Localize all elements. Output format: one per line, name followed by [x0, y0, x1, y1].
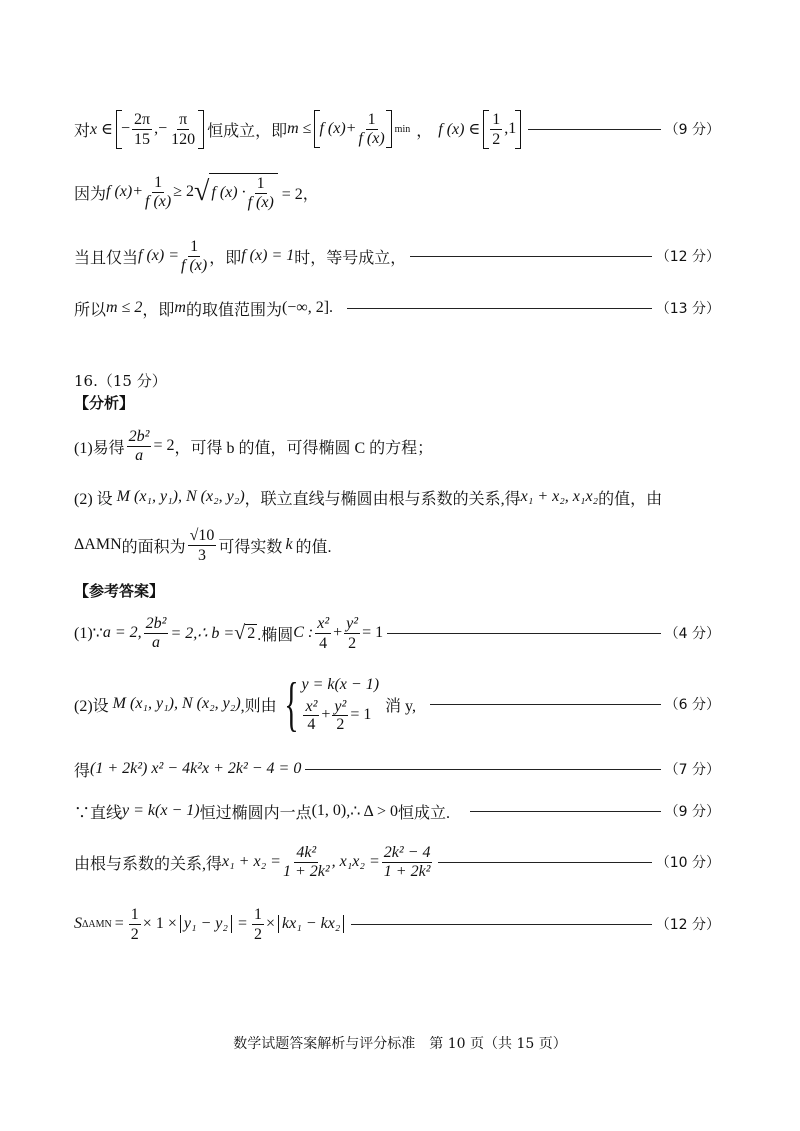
- line-inequality: [74, 168, 720, 216]
- analysis-heading: 【分析】: [74, 394, 135, 412]
- numerator: 1: [256, 174, 265, 192]
- math: = 2: [153, 437, 175, 454]
- text: 由根与系数的关系,得: [74, 855, 223, 873]
- denominator: 2: [254, 925, 262, 943]
- sqrt: [194, 173, 278, 212]
- math: = 1: [350, 706, 372, 723]
- score-label: （9 分）: [664, 122, 720, 138]
- numerator: y²: [346, 614, 359, 632]
- math: (1 + 2k²) x² − 4k²x + 2k² − 4 = 0: [90, 760, 302, 777]
- subscript: ΔAMN: [82, 918, 112, 930]
- fraction: [382, 843, 433, 881]
- absolute-value: y₁ − y₂: [180, 915, 232, 933]
- line-equality: [74, 234, 720, 278]
- equation: [301, 698, 379, 733]
- fraction: [129, 905, 141, 944]
- denominator: 2: [492, 130, 501, 148]
- math: f (x) ∈: [438, 121, 481, 138]
- math: =: [114, 915, 124, 932]
- math: f (x) =: [138, 247, 180, 264]
- analysis-line-1: [74, 424, 720, 468]
- denominator: f (x): [145, 193, 172, 210]
- numerator: √10: [189, 526, 215, 544]
- dash-line: [347, 308, 652, 309]
- text: ，联立直线与椭圆由根与系数的关系,得: [244, 490, 521, 508]
- text: ，即: [142, 301, 175, 319]
- numerator: 2π: [134, 110, 151, 128]
- fraction: [248, 174, 274, 212]
- math: m ≤ 2: [106, 299, 143, 316]
- denominator: 120: [171, 130, 196, 148]
- fraction: [315, 614, 331, 653]
- numerator: 2k² − 4: [383, 844, 431, 861]
- math: m ≤: [287, 120, 312, 137]
- numerator: 2b²: [145, 615, 167, 632]
- math: C :: [293, 624, 314, 641]
- text: ，可得 b 的值，可得椭圆 C 的方程；: [174, 439, 434, 457]
- denominator: 2: [130, 925, 139, 943]
- denominator: a: [135, 447, 144, 464]
- fraction: [127, 427, 152, 465]
- math: ,∴ Δ > 0: [346, 803, 398, 820]
- numerator: 2b²: [128, 428, 150, 445]
- score-label: （13 分）: [655, 301, 720, 317]
- text: 因为: [74, 185, 107, 203]
- answer-line-4: [74, 796, 720, 826]
- fraction: [303, 698, 319, 733]
- text: 的值，由: [598, 490, 663, 508]
- text: 可得实数: [218, 538, 283, 556]
- math: f (x)+: [319, 120, 357, 137]
- dash-line: [528, 129, 660, 130]
- analysis-line-3: [74, 522, 720, 568]
- math: ×: [266, 915, 276, 932]
- math: f (x) = 1: [241, 247, 295, 264]
- math: a = 2,: [102, 624, 142, 641]
- denominator: a: [152, 634, 161, 651]
- dash-line: [387, 633, 661, 634]
- math: ΔAMN: [74, 536, 122, 553]
- math: (1, 0): [311, 802, 347, 819]
- text: 当且仅当: [74, 249, 139, 267]
- question-title: 16.（15 分）: [74, 372, 167, 390]
- denominator: 1 + 2k²: [282, 863, 330, 880]
- fraction: [344, 614, 360, 653]
- radicand: [209, 173, 277, 212]
- numerator: 1: [190, 238, 199, 255]
- fraction: [490, 110, 502, 149]
- answer-line-2: [74, 666, 720, 742]
- radicand: 2: [247, 624, 256, 642]
- math: × 1 ×: [142, 915, 177, 932]
- text: 的值.: [295, 538, 332, 556]
- math: ,−: [154, 120, 168, 137]
- radical-sign: √: [234, 622, 246, 644]
- analysis-line-2: [74, 482, 720, 512]
- denominator: 1 + 2k²: [383, 863, 431, 880]
- fraction: [283, 843, 330, 881]
- text: .: [329, 299, 334, 316]
- math: +: [321, 706, 331, 723]
- math: (−∞, 2]: [281, 299, 330, 316]
- text: (2)设: [74, 697, 109, 715]
- numerator: 1: [254, 905, 262, 923]
- numerator: x²: [317, 614, 330, 632]
- math: y = k(x − 1): [122, 802, 200, 819]
- answer-line-5: [74, 838, 720, 886]
- math: k: [285, 536, 293, 553]
- dash-line: [438, 862, 651, 863]
- equation-system: [277, 671, 380, 737]
- numerator: 1: [154, 174, 163, 191]
- math: = 2，: [281, 185, 319, 203]
- numerator: y²: [334, 697, 347, 715]
- math: +: [333, 624, 343, 641]
- text: ，: [416, 122, 433, 140]
- math: ≥ 2: [173, 183, 194, 200]
- answer-line-3: [74, 754, 720, 784]
- text: ，即: [209, 249, 242, 267]
- answer-line-1: [74, 610, 720, 656]
- fraction: [169, 110, 197, 149]
- min-bracket: [314, 110, 391, 148]
- math: S: [74, 915, 82, 932]
- absolute-value: kx₁ − kx₂: [278, 915, 344, 933]
- math: = 1: [362, 624, 384, 641]
- dash-line: [351, 924, 651, 925]
- line-range: [74, 293, 720, 323]
- numerator: 1: [492, 110, 501, 128]
- numerator: π: [179, 110, 188, 128]
- text: 所以: [74, 301, 107, 319]
- page-footer: 数学试题答案解析与评分标准 第 10 页（共 15 页）: [233, 1036, 567, 1052]
- fraction: [145, 173, 171, 211]
- denominator: f (x): [181, 257, 208, 274]
- numerator: 1: [367, 111, 376, 128]
- answer-line-6: [74, 900, 720, 948]
- math: , x₁x₂ =: [331, 853, 380, 870]
- text: 时，等号成立，: [294, 249, 407, 267]
- text: ∵直线: [74, 804, 123, 822]
- numerator: 4k²: [296, 844, 317, 861]
- fraction: [252, 905, 264, 944]
- math: x₁ + x₂ =: [222, 853, 281, 870]
- math: ,1: [504, 120, 517, 137]
- math: = 2,∴ b =: [170, 625, 235, 642]
- fraction: [358, 110, 384, 148]
- fraction: [144, 614, 169, 652]
- math: m: [174, 299, 186, 316]
- fraction: [188, 526, 217, 565]
- math: x ∈: [90, 121, 113, 138]
- radical-sign: √: [194, 176, 210, 207]
- numerator: 1: [130, 905, 139, 923]
- math: f (x) ·: [211, 183, 246, 201]
- text: .椭圆: [257, 626, 294, 644]
- left-brace: {: [283, 671, 299, 737]
- line-condition: [74, 106, 720, 152]
- text: 的面积为: [121, 538, 186, 556]
- sqrt: [234, 623, 257, 643]
- denominator: f (x): [358, 130, 385, 147]
- denominator: 2: [348, 634, 357, 652]
- range-bracket: [483, 110, 521, 149]
- score-label: （9 分）: [664, 804, 720, 820]
- dash-line: [430, 704, 661, 705]
- math: −: [120, 120, 130, 137]
- denominator: f (x): [247, 193, 274, 211]
- equation: y = k(x − 1): [301, 675, 380, 693]
- math: M (x₁, y₁), N (x₂, y₂): [112, 695, 241, 712]
- interval-bracket: [116, 110, 204, 149]
- denominator: 3: [198, 546, 207, 564]
- math: f (x)+: [106, 183, 144, 200]
- denominator: 2: [336, 715, 345, 733]
- score-label: （4 分）: [664, 626, 720, 642]
- text: 的取值范围为: [185, 301, 282, 319]
- text: (1)易得: [74, 439, 125, 457]
- score-label: （10 分）: [655, 855, 720, 871]
- answer-heading: 【参考答案】: [74, 582, 165, 600]
- fraction: [332, 698, 348, 733]
- score-label: （7 分）: [664, 762, 720, 778]
- math: x₁ + x₂, x₁x₂: [520, 488, 599, 505]
- score-label: （6 分）: [664, 697, 720, 713]
- text: 对: [74, 122, 91, 140]
- text: 消 y,: [385, 697, 416, 715]
- text: 恒成立，即: [207, 122, 288, 140]
- dash-line: [470, 811, 661, 812]
- math: M (x₁, y₁), N (x₂, y₂): [116, 488, 245, 505]
- fraction: [132, 110, 152, 149]
- denominator: 4: [307, 715, 316, 733]
- subscript: min: [394, 123, 411, 135]
- math: =: [237, 915, 247, 932]
- numerator: x²: [305, 697, 318, 715]
- system-rows: [301, 676, 379, 733]
- fraction: [181, 237, 207, 275]
- dash-line: [305, 769, 660, 770]
- text: (1)∵: [74, 625, 103, 642]
- text: 恒成立.: [397, 804, 450, 822]
- dash-line: [410, 256, 651, 257]
- denominator: 4: [319, 634, 328, 652]
- text: 得: [74, 762, 91, 780]
- text: 恒过椭圆内一点: [199, 804, 312, 822]
- text: ,则由: [240, 697, 277, 715]
- score-label: （12 分）: [655, 917, 720, 933]
- denominator: 15: [134, 130, 151, 148]
- text: (2) 设: [74, 490, 113, 508]
- score-label: （12 分）: [655, 249, 720, 265]
